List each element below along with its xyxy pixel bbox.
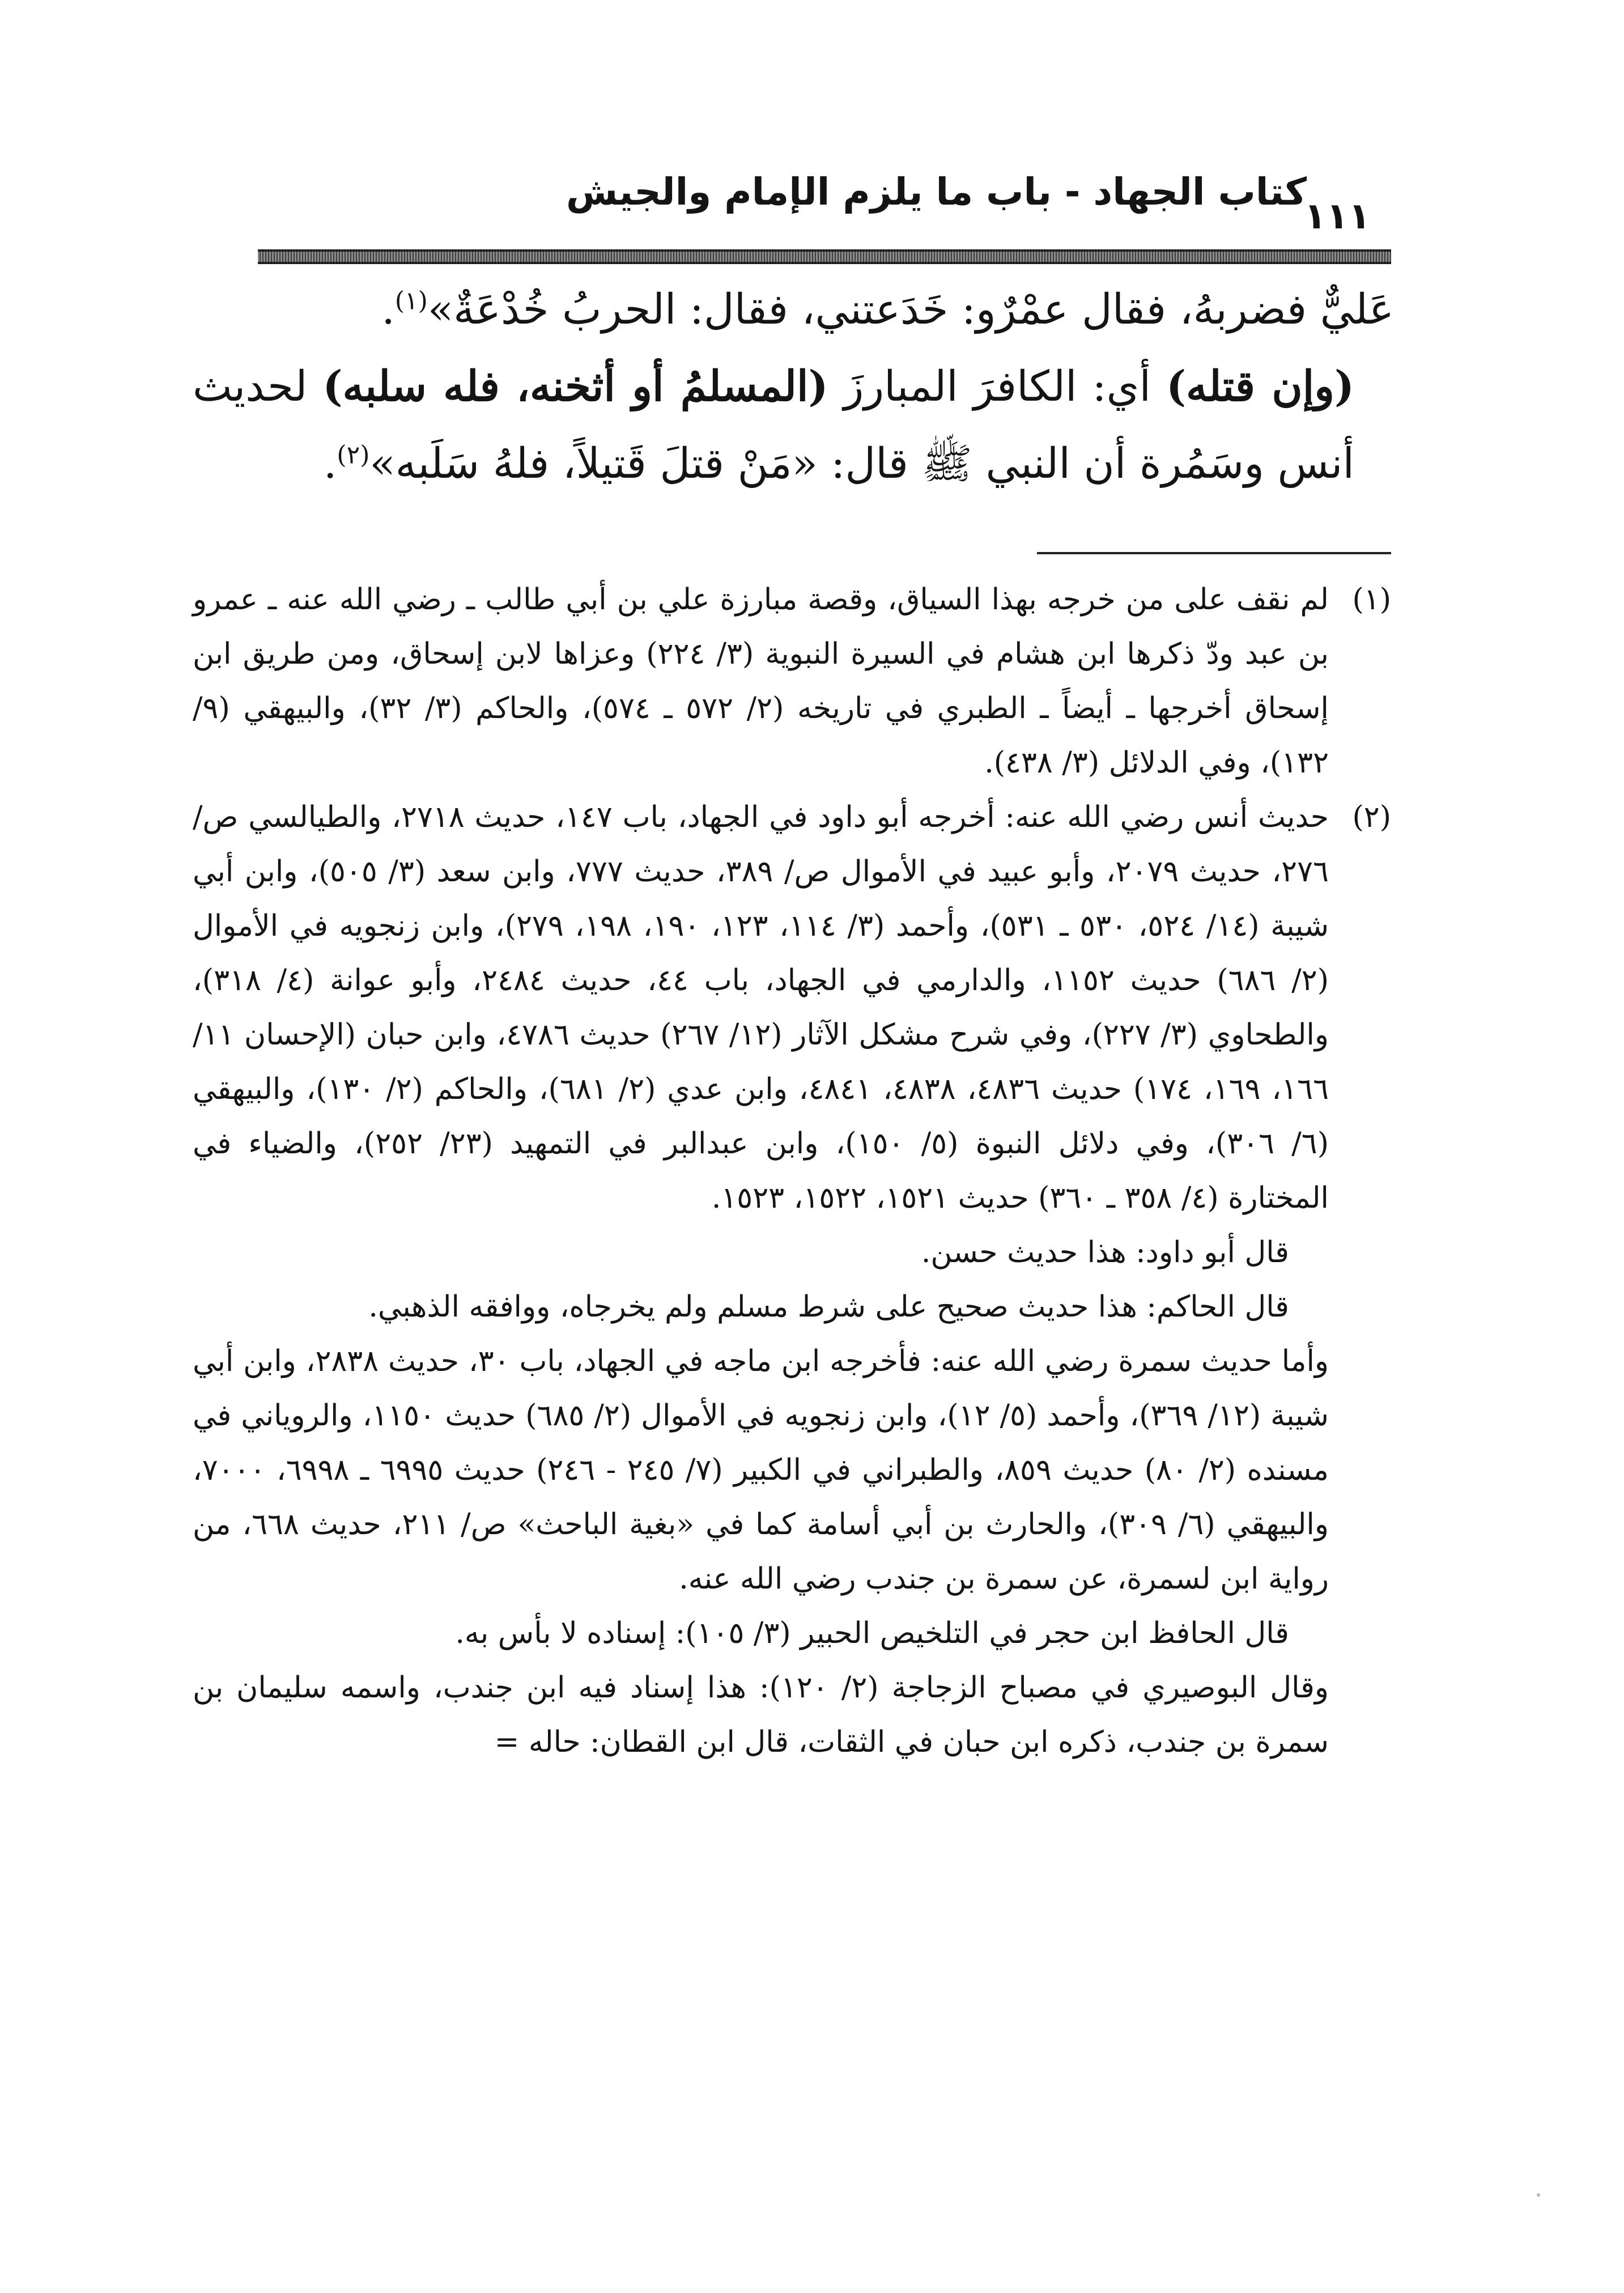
footnote-2-number: (٢) bbox=[1352, 800, 1391, 834]
main-paragraph-2-end: . bbox=[323, 439, 337, 488]
header-rule bbox=[258, 249, 1391, 264]
matn-phrase-2: (المسلمُ أو أثخنه، فله سلبه) bbox=[322, 362, 828, 411]
footnote-2-abudawud: قال أبو داود: هذا حديث حسن. bbox=[921, 1235, 1289, 1269]
footnote-1-text: لم نقف على من خرجه بهذا السياق، وقصة مبارزة علي بن أبي طالب ـ رضي الله عنه ـ عمرو بن عبد ودّ ذكرها ابن هشام في السيرة النبوية (٣/ ٢٢٤) وعزاها لابن إسحاق، ومن طريق ابن إسحاق أخرجها ـ أيضاً ـ الطبري في تاريخه (٢/ ٥٧٢ ـ ٥٧٤)، والحاكم (٣/ ٣٢)، والبيهقي (٩/ ١٣٢)، وفي الدلائل (٣/ ٤٣٨). bbox=[193, 583, 1329, 780]
page-number: ١١١ bbox=[1304, 196, 1371, 237]
scan-speck bbox=[1537, 2193, 1540, 2197]
matn-phrase-1: (وإن قتله) bbox=[1166, 362, 1354, 411]
main-line-1 bbox=[193, 271, 1394, 348]
footnote-1-number: (١) bbox=[1352, 583, 1391, 617]
footnote-2 bbox=[193, 790, 1391, 1225]
main-line-1-end: . bbox=[381, 285, 395, 334]
footnotes bbox=[193, 572, 1391, 1769]
footnote-ref-1[interactable]: (١) bbox=[394, 286, 428, 316]
footnote-1 bbox=[193, 572, 1391, 790]
main-text bbox=[193, 271, 1394, 502]
footnote-2-busiri: وقال البوصيري في مصباح الزجاجة (٢/ ١٢٠): هذا إسناد فيه ابن جندب، واسمه سليمان بن سمرة بن جندب، ذكره ابن حبان في الثقات، قال ابن القطان: حاله = bbox=[193, 1671, 1329, 1759]
footnote-2-text: حديث أنس رضي الله عنه: أخرجه أبو داود في الجهاد، باب ١٤٧، حديث ٢٧١٨، والطيالسي ص/ ٢٧٦، حديث ٢٠٧٩، وأبو عبيد في الأموال ص/ ٣٨٩، حديث ٧٧٧، وابن سعد (٣/ ٥٠٥)، وابن أبي شيبة (١٤/ ٥٢٤، ٥٣٠ ـ ٥٣١)، وأحمد (٣/ ١١٤، ١٢٣، ١٩٠، ١٩٨، ٢٧٩)، وابن زنجويه في الأموال (٢/ ٦٨٦) حديث ١١٥٢، والدارمي في الجهاد، باب ٤٤، حديث ٢٤٨٤، وأبو عوانة (٤/ ٣١٨)، والطحاوي (٣/ ٢٢٧)، وفي شرح مشكل الآثار (١٢/ ٢٦٧) حديث ٤٧٨٦، وابن حبان (الإحسان ١١/ ١٦٦، ١٦٩، ١٧٤) حديث ٤٨٣٦، ٤٨٣٨، ٤٨٤١، وابن عدي (٢/ ٦٨١)، والحاكم (٢/ ١٣٠)، والبيهقي (٦/ ٣٠٦)، وفي دلائل النبوة (٥/ ١٥٠)، وابن عبدالبر في التمهيد (٢٣/ ٢٥٢)، والضياء في المختارة (٤/ ٣٥٨ ـ ٣٦٠) حديث ١٥٢١، ١٥٢٢، ١٥٢٣. bbox=[193, 800, 1329, 1215]
footnote-2-hakim: قال الحاكم: هذا حديث صحيح على شرط مسلم ولم يخرجاه، ووافقه الذهبي. bbox=[368, 1290, 1289, 1324]
footnote-2-ibnhajar: قال الحافظ ابن حجر في التلخيص الحبير (٣/ ١٠٥): إسناده لا بأس به. bbox=[455, 1616, 1289, 1650]
main-line-1-text: عَليٌّ فضربهُ، فقال عمْرٌو: خَدَعتني، فقال: الحربُ خُدْعَةٌ» bbox=[427, 285, 1394, 334]
footnote-2-samura: وأما حديث سمرة رضي الله عنه: فأخرجه ابن ماجه في الجهاد، باب ٣٠، حديث ٢٨٣٨، وابن أبي شيبة (١٢/ ٣٦٩)، وأحمد (٥/ ١٢)، وابن زنجويه في الأموال (٢/ ٦٨٥) حديث ١١٥٠، والروياني في مسنده (٢/ ٨٠) حديث ٨٥٩، والطبراني في الكبير (٧/ ٢٤٥ - ٢٤٦) حديث ٦٩٩٥ ـ ٦٩٩٨، ٧٠٠٠، والبيهقي (٦/ ٣٠٩)، والحارث بن أبي أسامة كما في «بغية الباحث» ص/ ٢١١، حديث ٦٦٨، من رواية ابن لسمرة، عن سمرة بن جندب رضي الله عنه. bbox=[193, 1344, 1329, 1596]
running-head: كتاب الجهاد - باب ما يلزم الإمام والجيش bbox=[566, 170, 1307, 214]
main-paragraph-2 bbox=[193, 348, 1394, 502]
sharh-phrase-1: أي: الكافرَ المبارزَ bbox=[828, 362, 1167, 411]
sharh-phrase-2: لحديث أنس وسَمُرة أن النبي ﷺ قال: «مَنْ قتلَ قَتيلاً، فلهُ سَلَبه» bbox=[193, 362, 1354, 488]
footnote-ref-2[interactable]: (٢) bbox=[337, 440, 370, 470]
footnote-separator bbox=[1037, 552, 1391, 554]
